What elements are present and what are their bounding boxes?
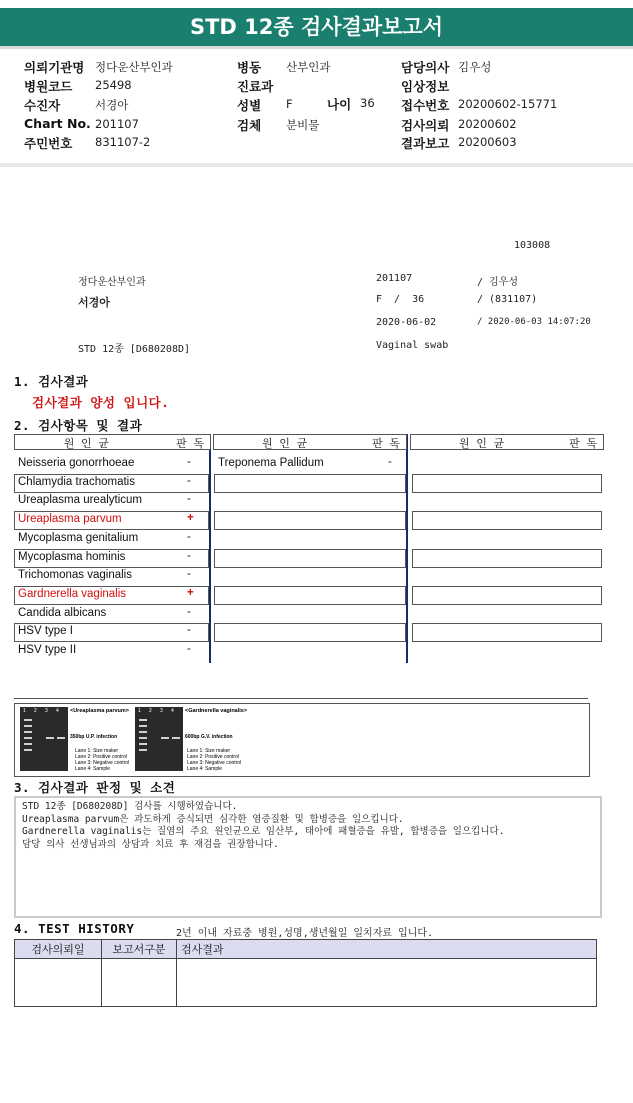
organism-name: Neisseria gonorrhoeae	[18, 457, 135, 469]
section-3-title: 3. 검사결과 판정 및 소견	[14, 780, 176, 795]
gel-lane-number: 1	[23, 708, 26, 714]
header-value: 25498	[95, 78, 132, 92]
organism-result: -	[187, 605, 191, 618]
header-value: 20200602-15771	[458, 97, 558, 111]
opinion-line: Gardnerella vaginalis는 질염의 주요 원인균으로 임산부, 태아에 패혈증을 유발, 합병증을 일으킵니다.	[22, 826, 505, 837]
empty-row-box	[214, 623, 406, 642]
organism-name: Ureaplasma urealyticum	[18, 494, 142, 507]
organism-name: HSV type I	[18, 625, 73, 638]
gel-band	[139, 737, 147, 739]
header-value: 산부인과	[286, 60, 331, 74]
header-label: 수진자	[24, 98, 61, 113]
opinion-line: 담당 의사 선생님과의 상담과 치료 후 재검을 권장합니다.	[22, 838, 279, 850]
gel-lane-number: 4	[171, 708, 174, 714]
report-code: 103008	[514, 240, 551, 251]
gel-left-photo	[20, 707, 68, 771]
overall-result: 검사결과 양성 입니다.	[32, 395, 170, 410]
gel-band	[139, 743, 147, 745]
empty-row-box	[412, 511, 602, 530]
organism-name: Candida albicans	[18, 606, 107, 619]
gel-lane-number: 3	[45, 708, 48, 714]
gel-legend-line: Lane 3: Negative control	[187, 760, 242, 766]
head-result-label: 판 독	[372, 437, 400, 450]
history-head-date: 검사의뢰일	[15, 940, 102, 959]
gel-lane-number: 3	[160, 708, 163, 714]
organism-name: HSV type II	[18, 644, 77, 656]
history-cell	[177, 959, 597, 1007]
gel-band	[161, 737, 169, 739]
gel-legend-line: Lane 1: Size maker	[75, 748, 119, 754]
history-note: 2년 이내 자료중 병원,성명,생년월일 일치자료 입니다.	[176, 928, 434, 939]
info-hospital: 정다운산부인과	[78, 277, 146, 288]
gel-right-legend	[187, 748, 241, 772]
empty-row-box	[412, 586, 602, 605]
table-head-1	[14, 434, 211, 450]
table-divider-2	[406, 434, 408, 663]
header-label: 결과보고	[401, 136, 450, 151]
header-value: 20200602	[458, 117, 517, 131]
empty-row-box	[412, 623, 602, 642]
gel-left-legend	[75, 748, 129, 772]
empty-row-box	[214, 474, 406, 493]
history-table	[14, 939, 597, 1007]
header-label: Chart No.	[24, 116, 91, 131]
history-cell	[102, 959, 177, 1007]
header-label: 병동	[237, 60, 262, 75]
table-head-2	[213, 434, 407, 450]
gel-left-title: <Ureaplasma parvum>	[70, 708, 130, 714]
organism-result: -	[187, 474, 191, 487]
organism-result: -	[187, 530, 191, 543]
organism-name: Chlamydia trachomatis	[18, 475, 135, 488]
header-label: 병원코드	[24, 79, 73, 94]
history-cell	[15, 959, 102, 1007]
organism-result: +	[187, 586, 194, 599]
info-test: STD 12종 [D680208D]	[78, 344, 191, 355]
head-result-label: 판 독	[569, 437, 597, 450]
empty-row-box	[214, 586, 406, 605]
info-id: / (831107)	[477, 294, 538, 305]
organism-name: Treponema Pallidum	[218, 457, 324, 469]
gel-lane-number: 4	[56, 708, 59, 714]
gel-legend-line: Lane 2: Positive control	[75, 754, 127, 760]
organism-name: Gardnerella vaginalis	[18, 587, 127, 600]
info-chart: 201107	[376, 273, 413, 284]
section-2-title: 2. 검사항목 및 결과	[14, 418, 143, 433]
header-value: 분비물	[286, 118, 320, 132]
gel-band	[24, 731, 32, 733]
empty-row-box	[214, 549, 406, 568]
head-organism-label: 원 인 균	[459, 437, 505, 450]
info-receive-date: 2020-06-02	[376, 317, 437, 328]
gel-band	[139, 749, 147, 751]
gel-band	[24, 743, 32, 745]
age-label: 나이	[327, 97, 352, 112]
gel-lane-number: 2	[34, 708, 37, 714]
gel-band	[139, 731, 147, 733]
organism-result: +	[187, 512, 194, 525]
organism-name: Mycoplasma hominis	[18, 550, 126, 563]
head-organism-label: 원 인 균	[262, 437, 308, 450]
gel-lane-number: 2	[149, 708, 152, 714]
empty-row-box	[412, 474, 602, 493]
info-specimen: Vaginal swab	[376, 340, 449, 351]
header-label: 검사의뢰	[401, 118, 450, 133]
table-divider-1	[209, 434, 211, 663]
gel-legend-line: Lane 2: Positive control	[187, 754, 239, 760]
gel-right-photo	[135, 707, 183, 771]
organism-name: Mycoplasma genitalium	[18, 531, 139, 544]
report-title: STD 12종 검사결과보고서	[0, 8, 633, 49]
table-head-3	[410, 434, 604, 450]
info-sex-age: F / 36	[376, 294, 425, 305]
gel-right-title: <Gardnerella vaginalis>	[185, 708, 248, 714]
header-label: 의뢰기관명	[24, 60, 85, 75]
gel-right-band-label: 600bp G.V. infection	[185, 734, 233, 740]
head-organism-label: 원 인 균	[63, 437, 109, 450]
organism-result: -	[388, 456, 392, 468]
header-label: 임상정보	[401, 79, 450, 94]
organism-result: -	[187, 643, 191, 655]
head-result-label: 판 독	[176, 437, 204, 450]
header-label: 진료과	[237, 79, 274, 94]
header-label: 접수번호	[401, 98, 450, 113]
gel-legend-line: Lane 3: Negative control	[75, 760, 130, 766]
gel-left-band-label: 350bp U.P. infection	[70, 734, 118, 740]
gel-band	[24, 725, 32, 727]
header-value: 201107	[95, 117, 139, 131]
header-label: 검체	[237, 118, 262, 133]
gel-image	[14, 703, 590, 777]
section-1-title: 1. 검사결과	[14, 374, 89, 389]
header-label: 주민번호	[24, 136, 73, 151]
header-value: 서경아	[95, 98, 129, 112]
history-head-result: 검사결과	[177, 940, 597, 959]
gel-lane-number: 1	[138, 708, 141, 714]
gel-band	[46, 737, 54, 739]
gel-band	[24, 719, 32, 721]
empty-row-box	[214, 511, 406, 530]
info-patient: 서경아	[78, 296, 110, 309]
gel-band	[139, 719, 147, 721]
gel-legend-line: Lane 1: Size maker	[187, 748, 231, 754]
organism-result: -	[187, 549, 191, 562]
opinion-line: Ureaplasma parvum은 과도하게 증식되면 심각한 염증질환 및 합병증을 일으킵니다.	[22, 813, 404, 825]
header-value: 831107-2	[95, 135, 151, 149]
organism-result: -	[187, 493, 191, 506]
organism-result: -	[187, 624, 191, 637]
section-4-title: 4. TEST HISTORY	[14, 921, 135, 936]
gel-legend-line: Lane 4: Sample	[187, 766, 223, 772]
header-value: 김우성	[458, 60, 492, 74]
opinion-line: STD 12종 [D680208D] 검사를 시행하였습니다.	[22, 801, 238, 812]
history-head-type: 보고서구분	[102, 940, 177, 959]
header-value: F	[286, 97, 293, 111]
age-value: 36	[360, 96, 375, 110]
organism-result: -	[187, 456, 191, 468]
gel-band	[139, 725, 147, 727]
organism-name: Ureaplasma parvum	[18, 513, 122, 526]
gel-band	[24, 737, 32, 739]
header-label: 담당의사	[401, 60, 450, 75]
opinion-box	[14, 796, 602, 918]
gel-legend-line: Lane 4: Sample	[75, 766, 111, 772]
header-value: 20200603	[458, 135, 517, 149]
gel-band	[24, 749, 32, 751]
info-doctor: / 김우성	[477, 277, 519, 288]
empty-row-box	[412, 549, 602, 568]
organism-name: Trichomonas vaginalis	[18, 569, 132, 582]
header-divider	[0, 163, 633, 167]
header-label: 성별	[237, 98, 262, 113]
gel-top-line	[14, 698, 588, 699]
organism-result: -	[187, 568, 191, 581]
gel-band	[57, 737, 65, 739]
gel-band	[172, 737, 180, 739]
info-report-time: / 2020-06-03 14:07:20	[477, 317, 591, 327]
header-value: 정다운산부인과	[95, 60, 173, 74]
